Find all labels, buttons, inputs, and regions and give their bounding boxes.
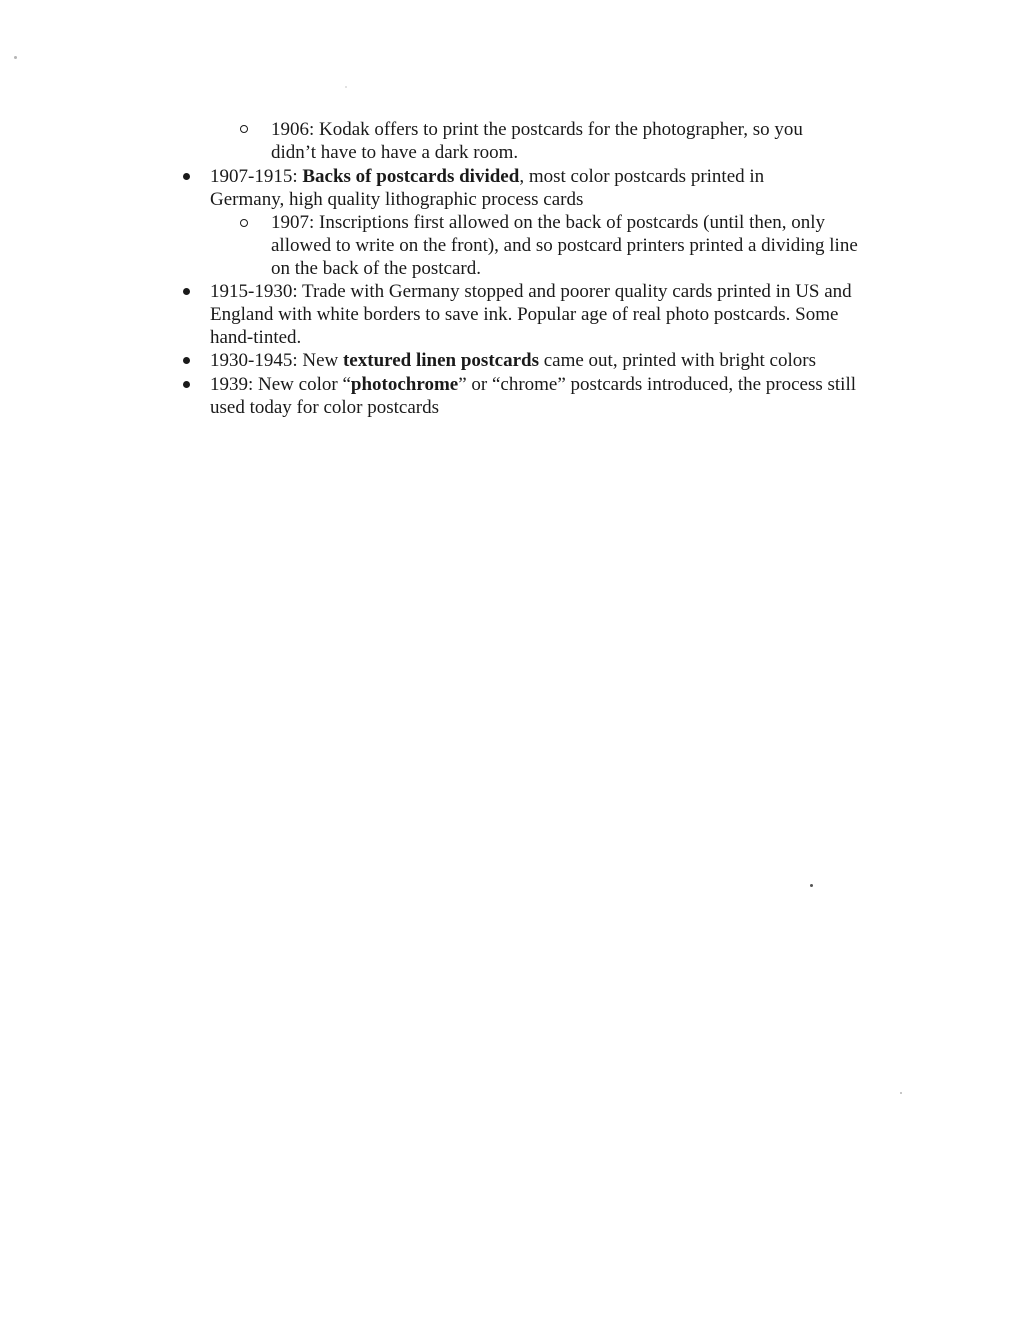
item-text-bold: textured linen postcards xyxy=(342,350,539,371)
item-text: 1907: Inscriptions first allowed on the back of postcards (until then, only allowed to write on the front), and so postcard printers printed a dividing line on the back of the postcard. xyxy=(271,212,858,279)
item-text: came out, printed with bright colors xyxy=(538,350,816,371)
scan-speck xyxy=(14,56,17,59)
bullet-icon xyxy=(183,288,190,295)
bullet-icon xyxy=(183,357,190,364)
hollow-bullet-icon xyxy=(240,219,248,227)
hollow-bullet-icon xyxy=(240,125,248,133)
item-text-bold: Backs of postcards divided xyxy=(302,166,520,187)
scan-speck xyxy=(345,86,347,88)
item-text: 1915-1930: Trade with Germany stopped and poorer quality cards printed in US and England with white borders to save ink. Popular age of real photo postcards. Some hand-tinted. xyxy=(210,281,852,348)
item-text: 1939: New color “ xyxy=(210,374,351,395)
item-text: 1907-1915: xyxy=(210,166,303,187)
item-text: 1930-1945: New xyxy=(210,350,343,371)
item-text: ” or “chrome” postcards introduced, the process still used today for color postcards xyxy=(210,374,857,418)
scan-speck xyxy=(900,1092,902,1094)
bullet-icon xyxy=(183,173,190,180)
item-text: 1906: Kodak offers to print the postcards for the photographer, so you didn’t have to have a dark room. xyxy=(271,119,803,163)
bullet-icon xyxy=(183,381,190,388)
scan-speck xyxy=(810,884,813,887)
item-text: , most color postcards printed in Germany, high quality lithographic process cards xyxy=(210,166,765,210)
item-text-bold: photochrome xyxy=(350,374,459,395)
